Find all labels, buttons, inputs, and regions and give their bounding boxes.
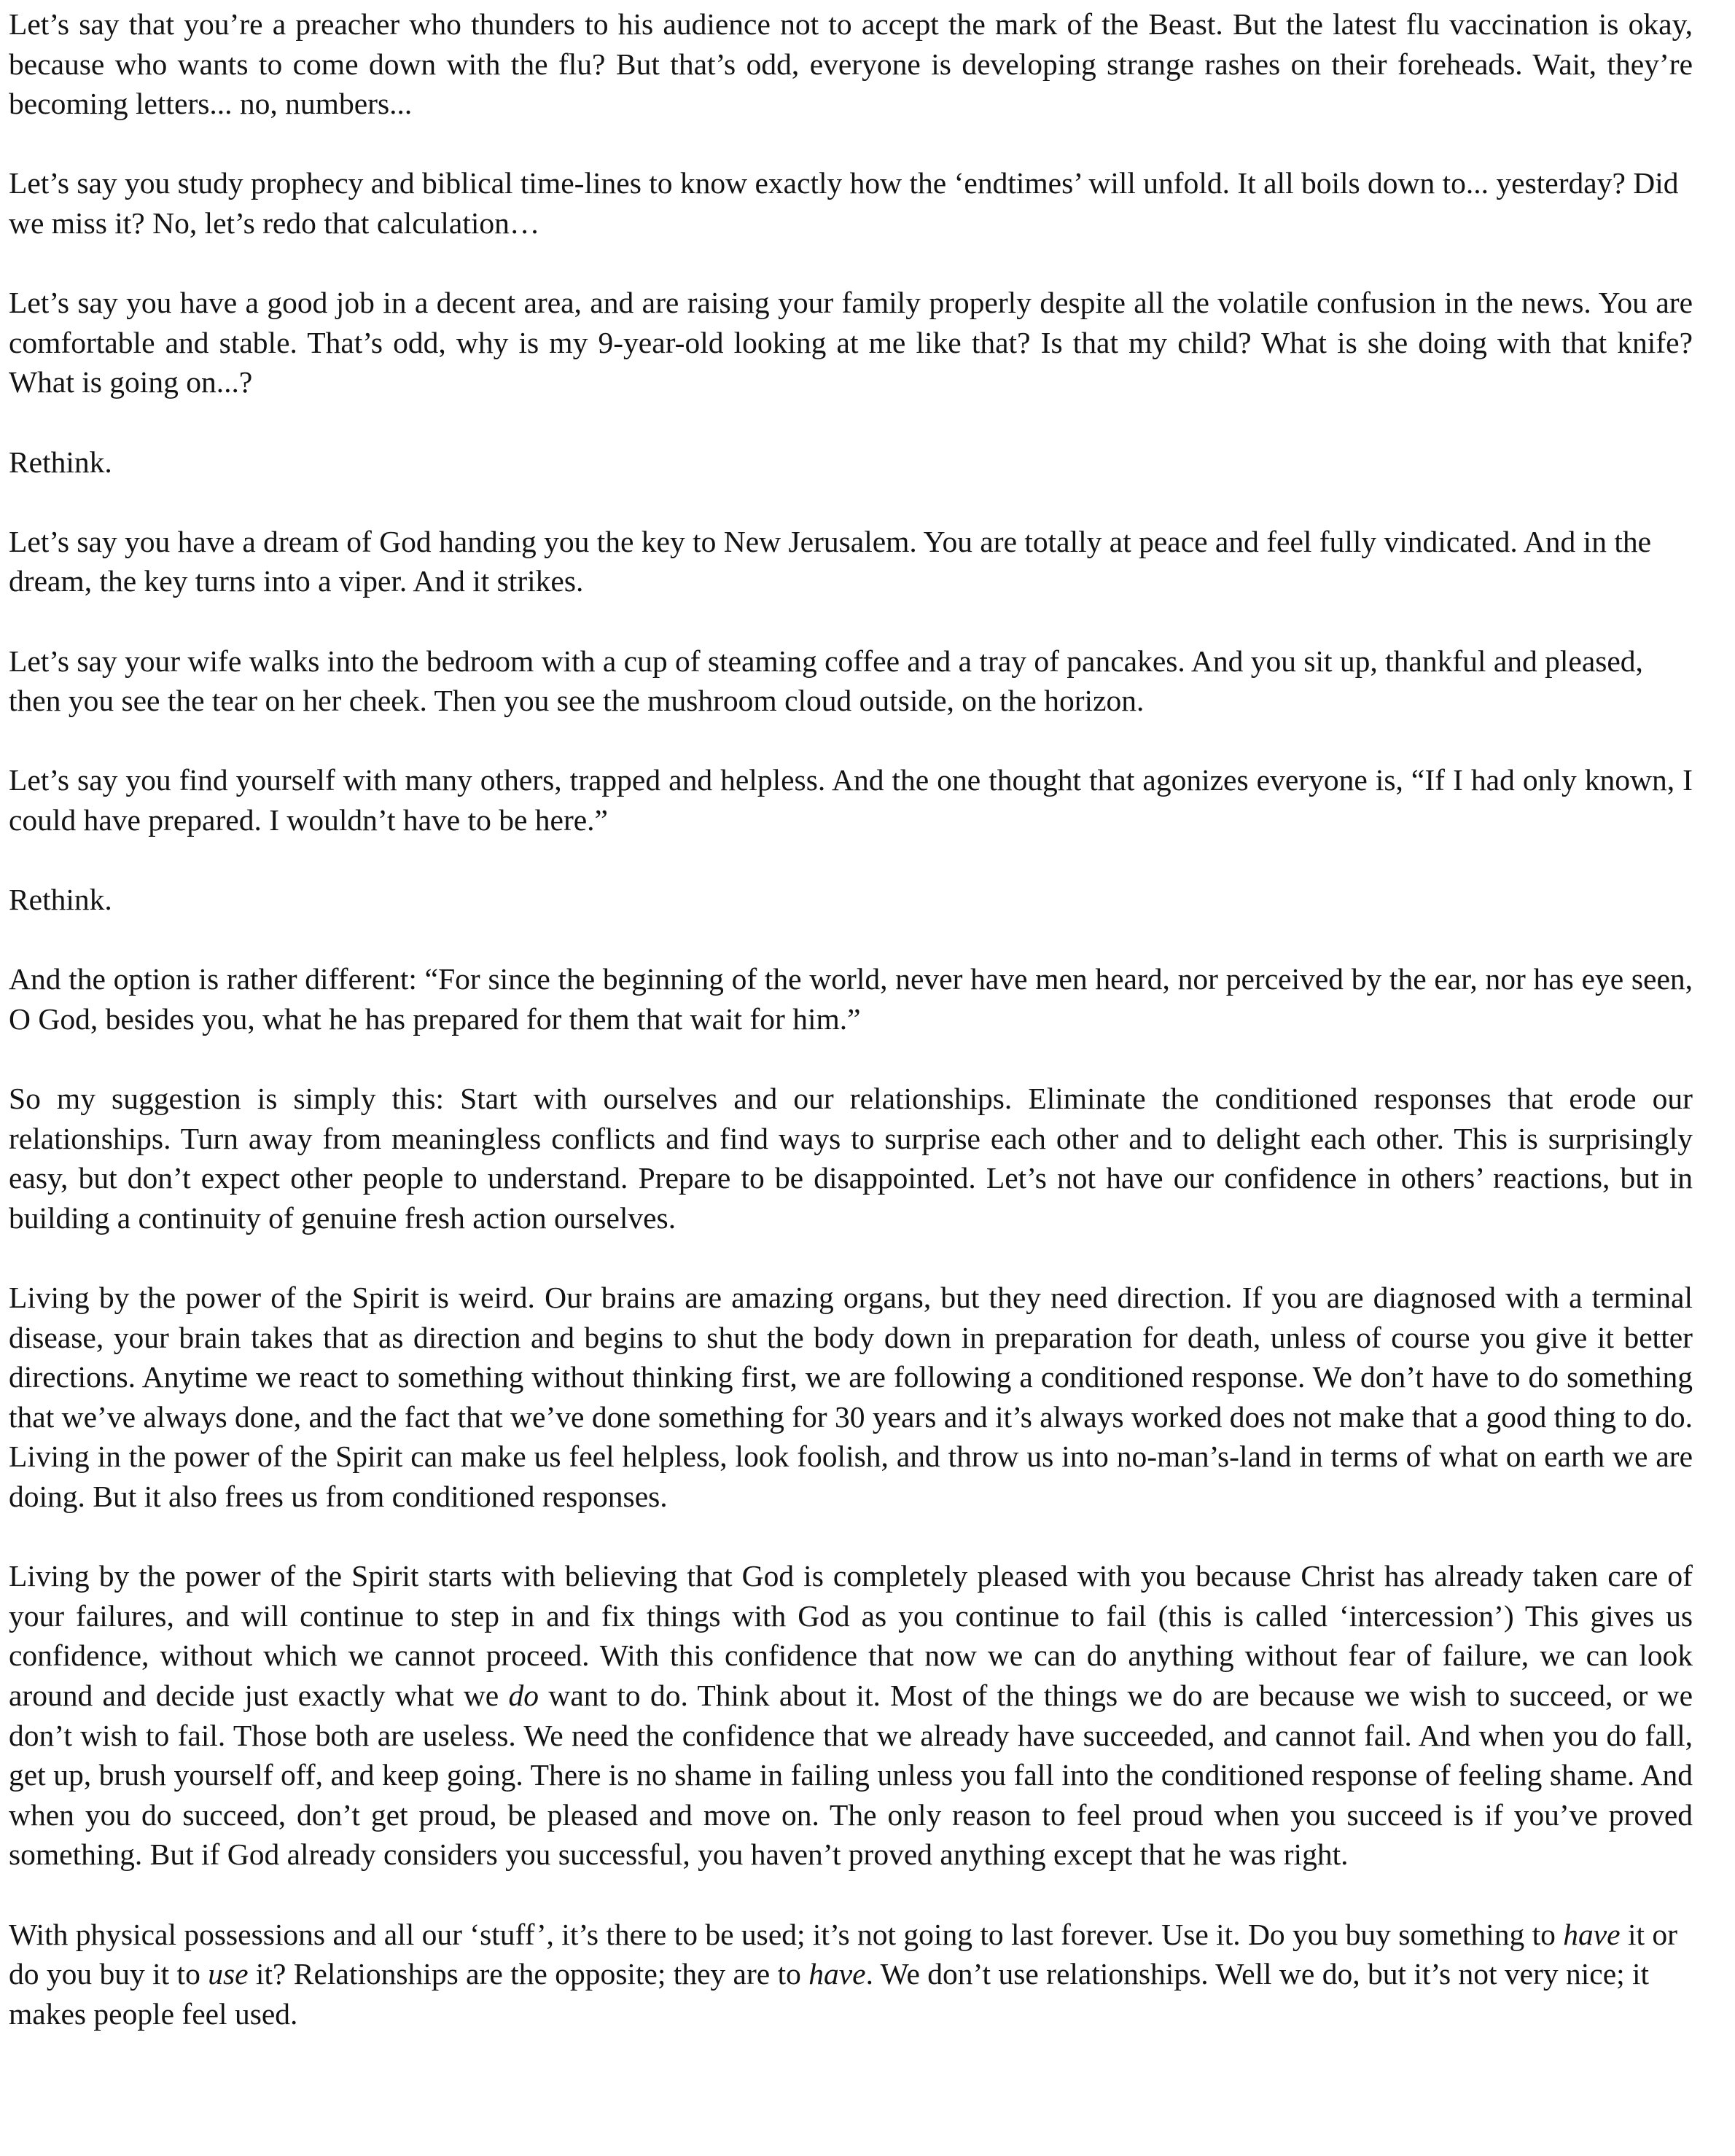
paragraph-possessions-relationships: [9, 1915, 1693, 2034]
paragraph-wife-coffee: Let’s say your wife walks into the bedroom with a cup of steaming coffee and a tray of pancakes. And you sit up, thankful and pleased, then you see the tear on her cheek. Then you see the mushroom cloud outside, on the horizon.: [9, 644, 1643, 718]
text-run: it or do you buy it to: [9, 1917, 1677, 1991]
paragraph-option-different: And the option is rather different: “For since the beginning of the world, never have men heard, nor perceived by the ear, nor has eye seen, O God, besides you, what he has prepared for them that wait for him.”: [9, 962, 1693, 1036]
paragraph-trapped-helpless: Let’s say you find yourself with many others, trapped and helpless. And the one thought that agonizes everyone is, “If I had only known, I could have prepared. I wouldn’t have to be here.”: [9, 763, 1693, 837]
emphasis-have-2: have: [808, 1957, 866, 1991]
document-page: [9, 4, 1693, 2034]
paragraph-prophecy-timelines: Let’s say you study prophecy and biblical time-lines to know exactly how the ‘endtimes’ will unfold. It all boils down to... yesterday? Did we miss it? No, let’s redo that calculation…: [9, 166, 1679, 240]
text-run: it? Relationships are the opposite; they are to: [248, 1957, 809, 1991]
paragraph-good-job-family: Let’s say you have a good job in a decent area, and are raising your family properly despite all the volatile confusion in the news. You are comfortable and stable. That’s odd, why is my 9-year-old looking at me like that? Is that my child? What is she doing with that knife? What is going on...?: [9, 286, 1693, 399]
paragraph-rethink-2: Rethink.: [9, 883, 112, 917]
emphasis-do: do: [508, 1678, 539, 1712]
paragraph-suggestion: So my suggestion is simply this: Start with ourselves and our relationships. Eliminate the conditioned responses that erode our relationships. Turn away from meaningless conflicts and find ways to surprise each other and to delight each other. This is surprisingly easy, but don’t expect other people to understand. Prepare to be disappointed. Let’s not have our confidence in others’ reactions, but in building a continuity of genuine fresh action ourselves.: [9, 1082, 1693, 1235]
paragraph-rethink-1: Rethink.: [9, 445, 112, 479]
text-run: want to do. Think about it. Most of the things we do are because we wish to succeed, or we don’t wish to fail. Those both are useless. We need the confidence that we already have succeeded, and cannot fail. And when you do fall, get up, brush yourself off, and keep going. There is no shame in failing unless you fall into the conditioned response of feeling shame. And when you do succeed, don’t get proud, be pleased and move on. The only reason to feel proud when you succeed is if you’ve proved something. But if God already considers you successful, you haven’t proved anything except that he was right.: [9, 1678, 1693, 1872]
text-run: With physical possessions and all our ‘stuff’, it’s there to be used; it’s not going to last forever. Use it. Do you buy something to: [9, 1917, 1564, 1951]
text-run: . We don’t use relationships. Well we do, but it’s not very nice; it makes people feel used.: [9, 1957, 1650, 2031]
emphasis-use: use: [208, 1957, 249, 1991]
paragraph-mark-of-the-beast: Let’s say that you’re a preacher who thunders to his audience not to accept the mark of the Beast. But the latest flu vaccination is okay, because who wants to come down with the flu? But that’s odd, everyone is developing strange rashes on their foreheads. Wait, they’re becoming letters... no, numbers...: [9, 7, 1693, 121]
text-run: Living by the power of the Spirit starts with believing that God is completely pleased with you because Christ has already taken care of your failures, and will continue to step in and fix things with God as you continue to fail (this is called ‘intercession’) This gives us confidence, without which we cannot proceed. With this confidence that now we can do anything without fear of failure, we can look around and decide just exactly what we: [9, 1559, 1693, 1712]
paragraph-dream-key: Let’s say you have a dream of God handing you the key to New Jerusalem. You are totally at peace and feel fully vindicated. And in the dream, the key turns into a viper. And it strikes.: [9, 524, 1652, 598]
paragraph-power-of-spirit-confidence: [9, 1556, 1693, 1875]
emphasis-have: have: [1563, 1917, 1621, 1951]
paragraph-power-of-spirit-weird: Living by the power of the Spirit is weird. Our brains are amazing organs, but they need direction. If you are diagnosed with a terminal disease, your brain takes that as direction and begins to shut the body down in preparation for death, unless of course you give it better directions. Anytime we react to something without thinking first, we are following a conditioned response. We don’t have to do something that we’ve always done, and the fact that we’ve done something for 30 years and it’s always worked does not make that a good thing to do. Living in the power of the Spirit can make us feel helpless, look foolish, and throw us into no-man’s-land in terms of what on earth we are doing. But it also frees us from conditioned responses.: [9, 1281, 1693, 1513]
